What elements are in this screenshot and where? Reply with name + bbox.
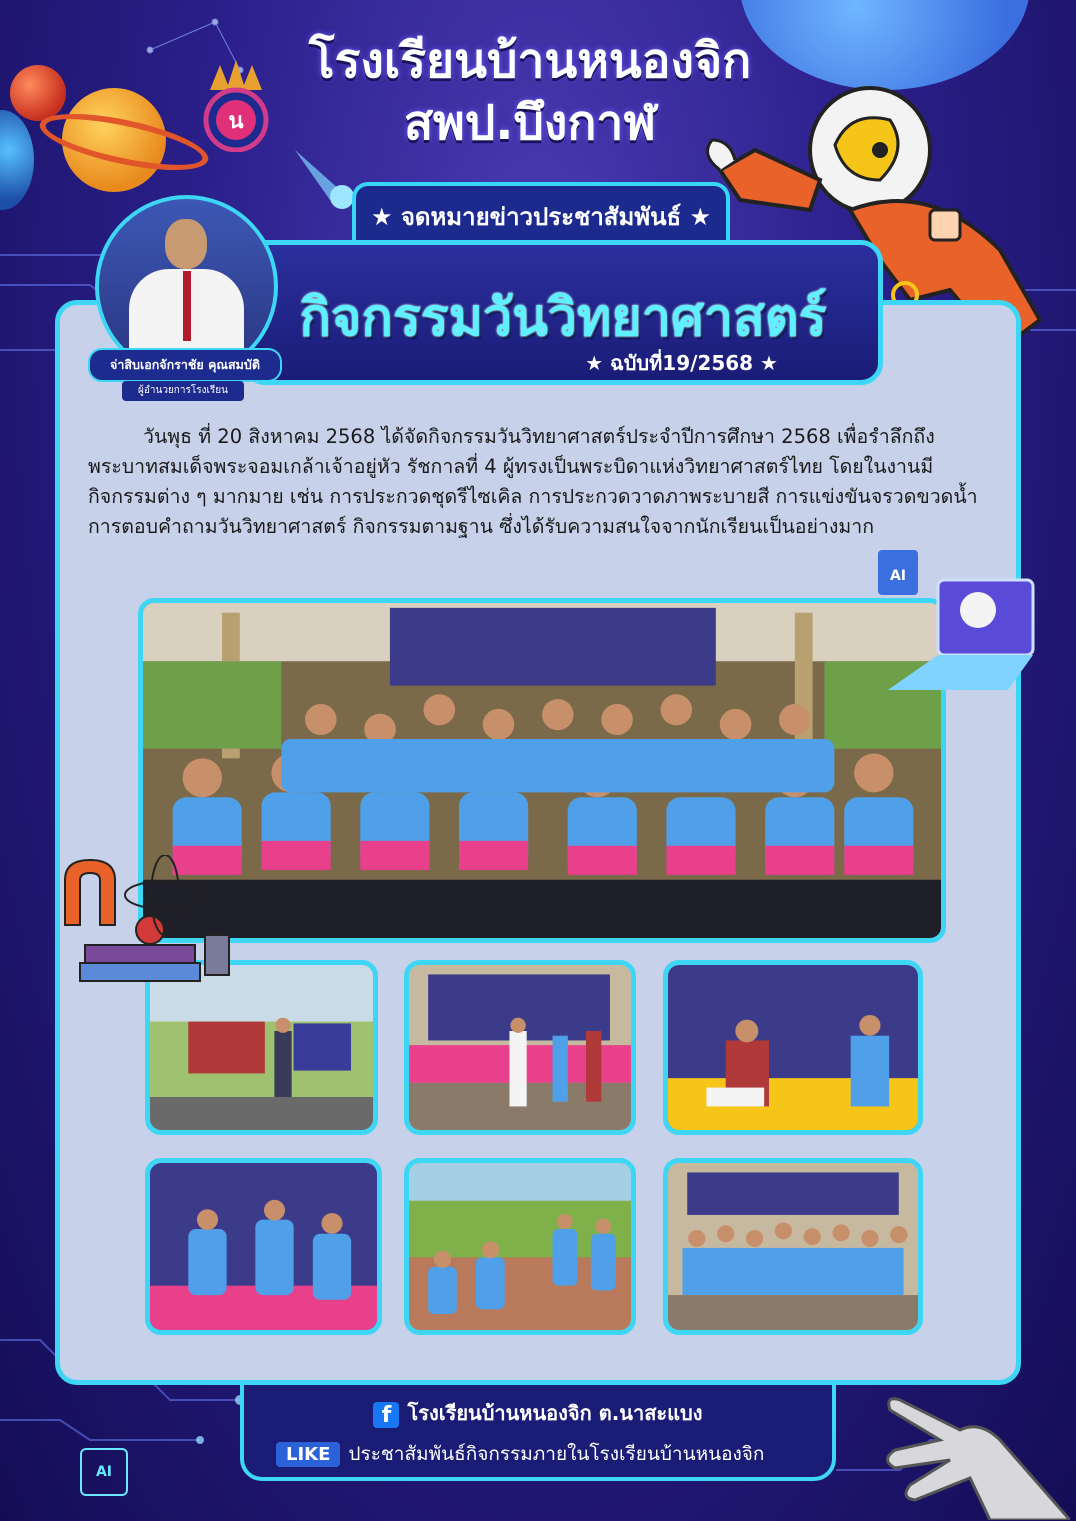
science-books-icon bbox=[55, 855, 235, 985]
photo-activity-1 bbox=[145, 960, 378, 1135]
robot-hand-icon bbox=[880, 1360, 1070, 1520]
article-body bbox=[88, 422, 988, 542]
like-line bbox=[276, 1439, 764, 1469]
photo-activity-2 bbox=[404, 960, 636, 1135]
school-district: สพป.บึงกาฬ bbox=[403, 95, 657, 151]
ai-chip-icon: AI bbox=[80, 1448, 128, 1496]
photo-image bbox=[409, 965, 631, 1130]
svg-text:AI: AI bbox=[889, 568, 907, 584]
facebook-line bbox=[244, 1397, 832, 1429]
group-photo-image bbox=[143, 603, 941, 938]
main-photo-group bbox=[138, 598, 946, 943]
photo-image bbox=[409, 1163, 631, 1330]
school-title bbox=[250, 30, 810, 154]
footer-tagline: ประชาสัมพันธ์กิจกรรมภายในโรงเรียนบ้านหนองจิก bbox=[348, 1443, 765, 1465]
portrait-tie bbox=[183, 271, 191, 341]
red-planet-decoration bbox=[10, 65, 66, 121]
school-name: โรงเรียนบ้านหนองจิก bbox=[308, 33, 752, 89]
like-button[interactable]: LIKE bbox=[276, 1442, 340, 1467]
svg-text:น: น bbox=[228, 109, 244, 134]
issue-number: ★ ฉบับที่19/2568 ★ bbox=[585, 351, 778, 375]
facebook-page-name[interactable]: โรงเรียนบ้านหนองจิก ต.นาสะแบง bbox=[407, 1401, 703, 1425]
newsletter-tag: ★ จดหมายข่าวประชาสัมพันธ์ ★ bbox=[352, 182, 730, 244]
photo-image bbox=[150, 965, 373, 1130]
facebook-icon[interactable]: f bbox=[373, 1402, 399, 1428]
article-paragraph: วันพุธ ที่ 20 สิงหาคม 2568 ได้จัดกิจกรรมวันวิทยาศาสตร์ประจำปีการศึกษา 2568 เพื่อรำลึกถึงพระบาทสมเด็จพระจอมเกล้าเจ้าอยู่หัว รัชกาลที่ 4 ผู้ทรงเป็นพระบิดาแห่งวิทยาศาสตร์ไทย โดยในงานมีกิจกรรมต่าง ๆ มากมาย เช่น การประกวดชุดรีไซเคิล การประกวดวาดภาพระบายสี การแข่งขันจรวดขวดน้ำ การตอบคำถามวันวิทยาศาสตร์ กิจกรรมตามฐาน ซึ่งได้รับความสนใจจากนักเรียนเป็นอย่างมาก bbox=[88, 425, 978, 538]
portrait-head bbox=[165, 219, 207, 269]
activity-title: กิจกรรมวันวิทยาศาสตร์ bbox=[299, 288, 827, 348]
photo-activity-3 bbox=[663, 960, 923, 1135]
photo-activity-4 bbox=[145, 1158, 382, 1335]
activity-banner bbox=[243, 240, 883, 385]
comet-icon bbox=[290, 145, 360, 215]
ai-laptop-icon bbox=[868, 540, 1038, 690]
photo-activity-5 bbox=[404, 1158, 636, 1335]
photo-image bbox=[668, 965, 918, 1130]
footer-panel bbox=[240, 1385, 836, 1481]
photo-activity-6 bbox=[663, 1158, 923, 1335]
director-name: จ่าสิบเอกจักราชัย คุณสมบัติ bbox=[88, 348, 282, 382]
photo-image bbox=[668, 1163, 918, 1330]
photo-image bbox=[150, 1163, 377, 1330]
director-role: ผู้อำนวยการโรงเรียน bbox=[122, 381, 244, 401]
